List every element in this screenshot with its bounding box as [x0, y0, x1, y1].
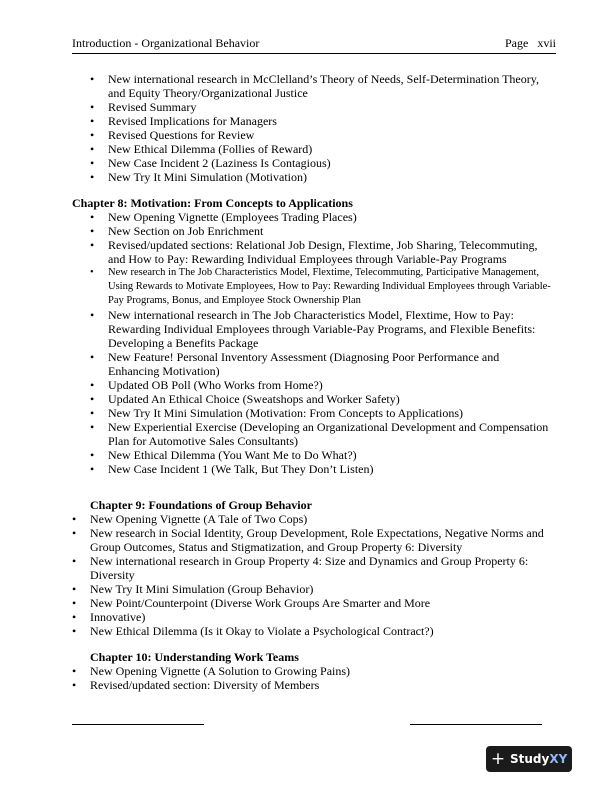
chapter-heading: Chapter 8: Motivation: From Concepts to Applications	[72, 196, 353, 210]
studyxy-logo	[486, 746, 572, 772]
list-item: • New Opening Vignette (A Solution to Growing Pains)	[72, 664, 351, 678]
list-item: • New Opening Vignette (A Tale of Two Cops)	[72, 512, 308, 526]
list-item: • New Try It Mini Simulation (Motivation)	[90, 170, 308, 184]
list-item: • Innovative)	[72, 610, 146, 624]
page-header	[72, 36, 556, 51]
list-item: • New Case Incident 1 (We Talk, But They Don’t Listen)	[90, 462, 374, 476]
list-item: • New research in Social Identity, Group Development, Role Expectations, Negative Norms and Group Outcomes, Status and Stigmatization, and Group Property 6: Diversity	[72, 526, 544, 554]
list-item: • New Section on Job Enrichment	[90, 224, 264, 238]
page-number: Page xvii	[505, 36, 556, 50]
header-title: Introduction - Organizational Behavior	[72, 36, 260, 50]
list-item: • Updated An Ethical Choice (Sweatshops and Worker Safety)	[90, 392, 400, 406]
list-item: • Revised Questions for Review	[90, 128, 255, 142]
footer-divider-right	[410, 724, 542, 725]
list-item: • New Opening Vignette (Employees Trading Places)	[90, 210, 357, 224]
list-item: • New research in The Job Characteristics Model, Flextime, Telecommuting, Participative Management, Using Rewards to Motivate Employees, How to Pay: Rewarding Individual Employees through Variable-Pay Programs, Bonus, and Employee Stock Ownership Plan	[90, 267, 551, 306]
list-item: • New international research in McClelland’s Theory of Needs, Self-Determination Theory, and Equity Theory/Organizational Justice	[90, 72, 539, 100]
list-item: • New Try It Mini Simulation (Motivation: From Concepts to Applications)	[90, 406, 464, 420]
list-item: • New Ethical Dilemma (You Want Me to Do What?)	[90, 448, 357, 462]
list-item: • New Try It Mini Simulation (Group Behavior)	[72, 582, 314, 596]
list-item: • New Ethical Dilemma (Is it Okay to Violate a Psychological Contract?)	[72, 624, 434, 638]
header-divider	[72, 53, 556, 54]
logo-accent: XY	[549, 752, 568, 766]
list-item: • New international research in The Job Characteristics Model, Flextime, How to Pay: Rewarding Individual Employees through Variable-Pay Programs, and Flexible Benefits: Developing a Benefits Package	[90, 308, 536, 350]
list-item: • New Ethical Dilemma (Follies of Reward)	[90, 142, 313, 156]
list-item: • Revised/updated section: Diversity of Members	[72, 678, 320, 692]
footer-divider-left	[72, 724, 204, 725]
chapter-heading: Chapter 10: Understanding Work Teams	[90, 650, 299, 664]
chapter-10-section	[72, 650, 552, 692]
list-item: • Revised/updated sections: Relational Job Design, Flextime, Job Sharing, Telecommuting, and How to Pay: Rewarding Individual Employees through Variable-Pay Programs	[90, 238, 538, 266]
chapter-8-section	[72, 196, 552, 476]
plus-icon: +	[490, 749, 506, 769]
chapter-9-section	[72, 498, 552, 638]
list-item: • New international research in Group Property 4: Size and Dynamics and Group Property 6: Diversity	[72, 554, 529, 582]
chapter-heading: Chapter 9: Foundations of Group Behavior	[90, 498, 312, 512]
list-item: • New Experiential Exercise (Developing an Organizational Development and Compensation Plan for Automotive Sales Consultants)	[90, 420, 549, 448]
list-item: • Revised Summary	[90, 100, 197, 114]
list-item: • New Feature! Personal Inventory Assessment (Diagnosing Poor Performance and Enhancing Motivation)	[90, 350, 500, 378]
logo-text: Study	[510, 752, 550, 766]
list-item: • New Point/Counterpoint (Diverse Work Groups Are Smarter and More	[72, 596, 431, 610]
list-item: • Updated OB Poll (Who Works from Home?)	[90, 378, 323, 392]
intro-list	[72, 72, 552, 184]
list-item: • New Case Incident 2 (Laziness Is Contagious)	[90, 156, 331, 170]
list-item: • Revised Implications for Managers	[90, 114, 277, 128]
